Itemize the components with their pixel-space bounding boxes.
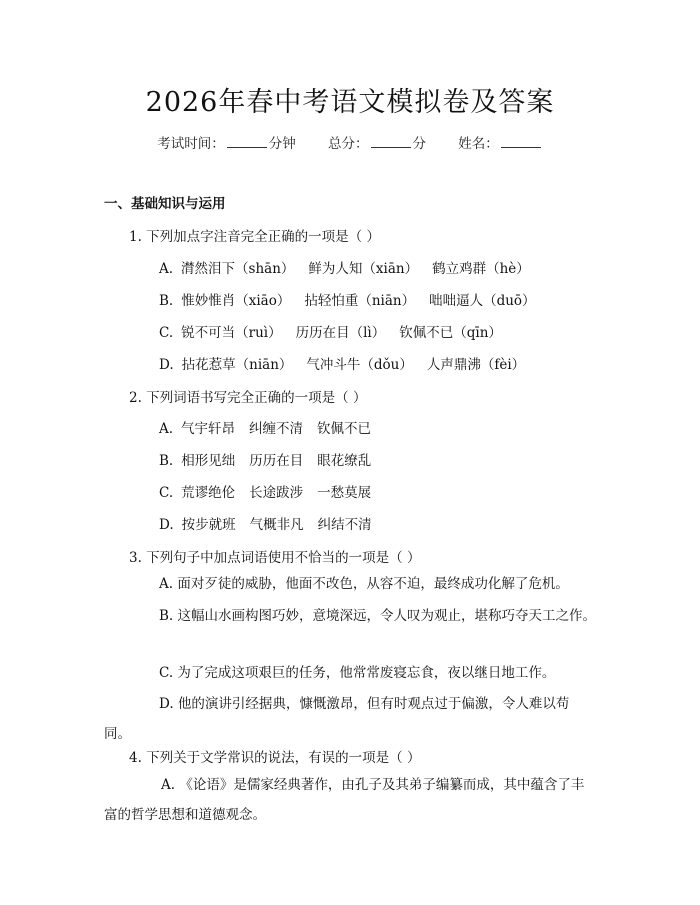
option-item: 历历在目 bbox=[249, 453, 304, 469]
option-item: 钦佩不已（qīn） bbox=[399, 325, 502, 341]
option-letter: A. bbox=[159, 261, 174, 277]
option-item: 荒谬绝伦 bbox=[181, 485, 236, 501]
exam-score bbox=[328, 132, 426, 152]
option-letter: C. bbox=[159, 325, 174, 341]
option-item: 纠结不清 bbox=[317, 517, 372, 533]
option-paragraph: B. 这幅山水画构图巧妙，意境深远，令人叹为观止，堪称巧夺天工之作。 bbox=[159, 608, 597, 624]
option-paragraph: A. 《论语》是儒家经典著作，由孔子及其弟子编纂而成，其中蕴含了丰富的哲学思想和道德观念。 bbox=[104, 777, 585, 823]
name-label: 姓名： bbox=[458, 136, 499, 152]
option-item: 眼花缭乱 bbox=[317, 453, 372, 469]
question-stem: 3. 下列句子中加点词语使用不恰当的一项是（ ） bbox=[129, 550, 421, 566]
option-row bbox=[159, 257, 544, 277]
exam-time bbox=[157, 132, 296, 152]
question-stem: 4. 下列关于文学常识的说法，有误的一项是（ ） bbox=[129, 750, 421, 766]
option-item: 咄咄逼人（duō） bbox=[429, 293, 536, 309]
question-stem: 2. 下列词语书写完全正确的一项是（ ） bbox=[129, 390, 367, 406]
option-row bbox=[159, 513, 386, 533]
option-item: 惟妙惟肖（xiāo） bbox=[181, 293, 291, 309]
option-paragraph: A. 面对歹徒的威胁，他面不改色，从容不迫，最终成功化解了危机。 bbox=[159, 576, 569, 592]
option-item: 钦佩不已 bbox=[317, 421, 372, 437]
page-title: 2026年春中考语文模拟卷及答案 bbox=[145, 87, 555, 118]
option-row bbox=[159, 449, 385, 469]
option-item: 气宇轩昂 bbox=[181, 421, 236, 437]
option-item: 历历在目（lì） bbox=[295, 325, 386, 341]
time-unit: 分钟 bbox=[268, 136, 296, 152]
option-letter: B. bbox=[159, 453, 174, 469]
option-letter: D. bbox=[159, 357, 174, 373]
option-letter: B. bbox=[159, 293, 174, 309]
option-row bbox=[159, 289, 550, 309]
time-blank bbox=[227, 135, 267, 148]
option-item: 拈轻怕重（niān） bbox=[304, 293, 416, 309]
option-item: 拈花惹草（niān） bbox=[181, 357, 293, 373]
option-item: 人声鼎沸（fèi） bbox=[426, 357, 526, 373]
option-item: 潸然泪下（shān） bbox=[181, 261, 295, 277]
option-item: 鹤立鸡群（hè） bbox=[432, 261, 530, 277]
score-unit: 分 bbox=[412, 136, 426, 152]
option-paragraph: C. 为了完成这项艰巨的任务，他常常废寝忘食，夜以继日地工作。 bbox=[159, 665, 556, 681]
option-paragraph: D. 他的演讲引经据典，慷慨激昂，但有时观点过于偏激，令人难以苟同。 bbox=[104, 696, 570, 742]
question-stem: 1. 下列加点字注音完全正确的一项是（ ） bbox=[129, 229, 380, 245]
option-item: 按步就班 bbox=[181, 517, 236, 533]
option-row bbox=[159, 321, 516, 341]
option-row bbox=[159, 417, 385, 437]
option-item: 相形见绌 bbox=[181, 453, 236, 469]
option-row bbox=[159, 353, 539, 373]
option-row bbox=[159, 481, 385, 501]
option-item: 锐不可当（ruì） bbox=[181, 325, 282, 341]
name-blank bbox=[501, 135, 541, 148]
section-title: 一、基础知识与运用 bbox=[104, 196, 226, 212]
option-letter: A. bbox=[159, 421, 174, 437]
option-letter: D. bbox=[159, 517, 174, 533]
option-item: 气概非凡 bbox=[249, 517, 304, 533]
exam-meta bbox=[0, 132, 700, 152]
score-blank bbox=[371, 135, 411, 148]
option-item: 纠缠不清 bbox=[249, 421, 304, 437]
option-item: 气冲斗牛（dǒu） bbox=[306, 357, 413, 373]
exam-name bbox=[458, 132, 543, 152]
option-item: 长途跋涉 bbox=[249, 485, 304, 501]
option-item: 鲜为人知（xiān） bbox=[308, 261, 419, 277]
time-label: 考试时间： bbox=[157, 136, 225, 152]
option-letter: C. bbox=[159, 485, 174, 501]
option-item: 一愁莫展 bbox=[317, 485, 372, 501]
score-label: 总分： bbox=[328, 136, 369, 152]
